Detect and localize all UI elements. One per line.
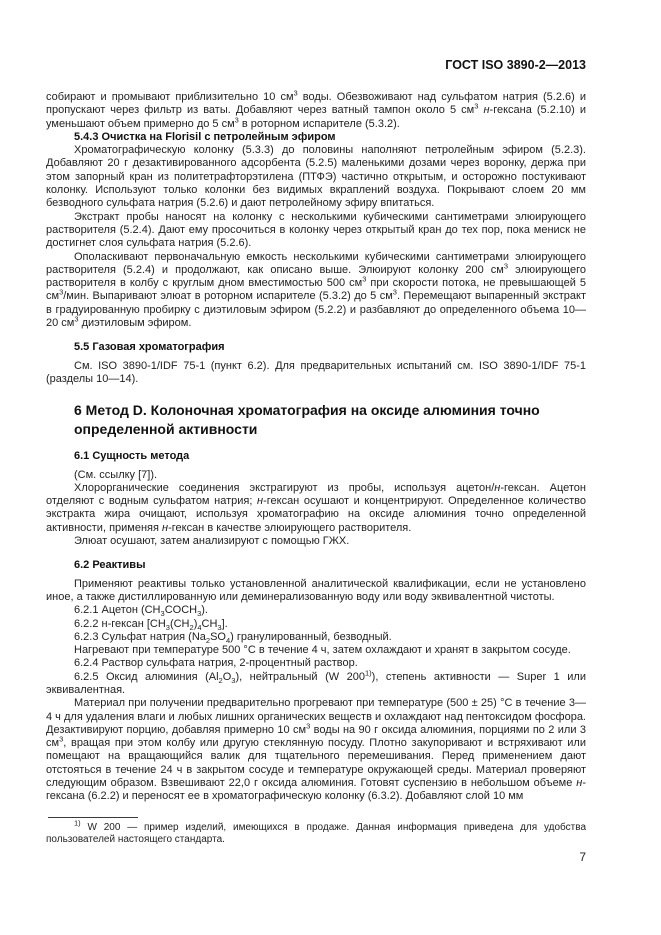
heading-5-4-3: 5.4.3 Очистка на Florisil с петролейным эфиром	[74, 130, 336, 143]
para-method-essence: Хлорорганические соединения экстрагируют из пробы, используя ацетон/н-гексан. Ацетон отделяют с водным сульфатом натрия; н-гексан осушают и концентрируют. Определенное количество экстракта жира очищают, используя хроматографию на оксиде алюминия точно определенной активности, применяя н-гексан в качестве элюирующего растворителя.	[46, 481, 586, 534]
para-heating-note: Нагревают при температуре 500 °С в течение 4 ч, затем охлаждают и хранят в закрытом сосуде.	[74, 644, 571, 657]
para-continuation: собирают и промывают приблизительно 10 $см^3$ воды. Обезвоживают над сульфатом натрия (5.2.6) и пропускают через фильтр из ваты. Добавляют через ватный тампон около 5 $см^3$ н-гексана (5.2.10) и уменьшают объем примерно до 5 $см^3$ в роторном испарителе (5.3.2).	[46, 88, 586, 130]
item-6-2-1-acetone: 6.2.1 Ацетон $(CH_3COCH_3)$.	[74, 604, 208, 619]
heading-6-1: 6.1 Сущность метода	[74, 450, 190, 463]
item-6-2-2-hexane: 6.2.2 н-гексан $[CH_3(CH_2)_4CH_3]$.	[74, 617, 228, 632]
heading-5-5: 5.5 Газовая хроматография	[74, 341, 225, 354]
document-body	[46, 88, 587, 804]
doc-code-header: ГОСТ ISO 3890-2—2013	[445, 58, 586, 72]
footnote-rule	[48, 817, 138, 818]
para-column-prep: Хроматографическую колонку (5.3.3) до половины наполняют петролейным эфиром (5.2.3). Добавляют 20 г дезактивированного адсорбента (5.2.5) маленькими дозами через воронку, держа при этом запорный кран из политетрафторэтилена (ПТФЭ) частично открытым, и осторожно постукивают колонку. Используют только колонки без видимых вкраплений воздуха. Покрывают слоем 20 мм безводного сульфата натрия (5.2.6) и дают петролейному эфиру впитаться.	[46, 144, 586, 210]
item-6-2-4-sulfate-solution: 6.2.4 Раствор сульфата натрия, 2-процентный раствор.	[74, 657, 358, 670]
footnote-block	[46, 817, 586, 847]
footnote-text: $^{1)}$ W 200 — пример изделий, имеющихся в продаже. Данная информация приведена для удобства пользователей настоящего стандарта.	[46, 818, 586, 846]
para-sample-extract: Экстракт пробы наносят на колонку с несколькими кубическими сантиметрами элюирующего растворителя (5.2.4). Дают ему просочиться в колонку через открытый кран до тех пор, пока мениск не достигнет слоя сульфата натрия (5.2.6).	[46, 210, 586, 250]
item-6-2-3-sodium-sulfate: 6.2.3 Сульфат натрия $(Na_2SO_4)$ гранулированный, безводный.	[74, 630, 392, 645]
item-6-2-5-alumina: 6.2.5 Оксид алюминия $(Al_2O_3)$, нейтральный (W 200$^{1)}$), степень активности — Super 1 или эквивалентная.	[46, 668, 587, 696]
heading-section-6: 6 Метод D. Колоночная хроматография на оксиде алюминия точно определенной активности	[74, 402, 540, 438]
para-rinse-elute: Ополаскивают первоначальную емкость несколькими кубическими сантиметрами элюирующего растворителя (5.2.4) и продолжают, как описано выше. Элюируют колонку 200 $см^3$ элюирующего растворителя в колбу с круглым дном вместимостью 500 $см^3$ при скорости потока, не превышающей 5 $см^3$/мин. Выпаривают элюат в роторном испарителе (5.3.2) до 5 $см^3$. Перемещают выпаренный экстракт в градуированную пробирку с диэтиловым эфиром (5.2.2) и разбавляют до определенного объема 10—20 $см^3$ диэтиловым эфиром.	[46, 250, 586, 330]
para-see-ref: (См. ссылку [7]).	[74, 468, 158, 481]
para-gc-reference: См. ISO 3890-1/IDF 75-1 (пункт 6.2). Для предварительных испытаний см. ISO 3890-1/IDF 75-1 (разделы 10—14).	[46, 359, 586, 385]
para-eluate-analysis: Элюат осушают, затем анализируют с помощью ГЖХ.	[74, 535, 350, 548]
para-reagents-intro: Применяют реактивы только установленной аналитической квалификации, если не установлено иное, а также дистиллированную или деминерализованную воду или воду эквивалентной чистоты.	[46, 577, 586, 603]
para-alumina-prep: Материал при получении предварительно прогревают при температуре (500 ± 25) °С в течение 3—4 ч для удаления влаги и любых лишних органических веществ и охлаждают над пентоксидом фосфора. Дезактивируют порцию, добавляя примерно 10 $см^3$ воды на 90 г оксида алюминия, порциями по 2 или 3 $см^3$, вращая при этом колбу или другую стеклянную посуду. Плотно закупоривают и встряхивают или помещают на вращающийся валик для тщательного перемешивания. Перед применением дают отстояться в течение 24 ч в закрытом сосуде и температуре окружающей среды. Материал проверяют следующим образом. Взвешивают 22,0 г оксида алюминия. Готовят суспензию в небольшом объеме н-гексана (6.2.2) и переносят ее в хроматографическую колонку (6.3.2). Добавляют слой 10 мм	[46, 697, 586, 803]
page-number: 7	[579, 849, 586, 864]
heading-6-2: 6.2 Реактивы	[74, 559, 146, 572]
